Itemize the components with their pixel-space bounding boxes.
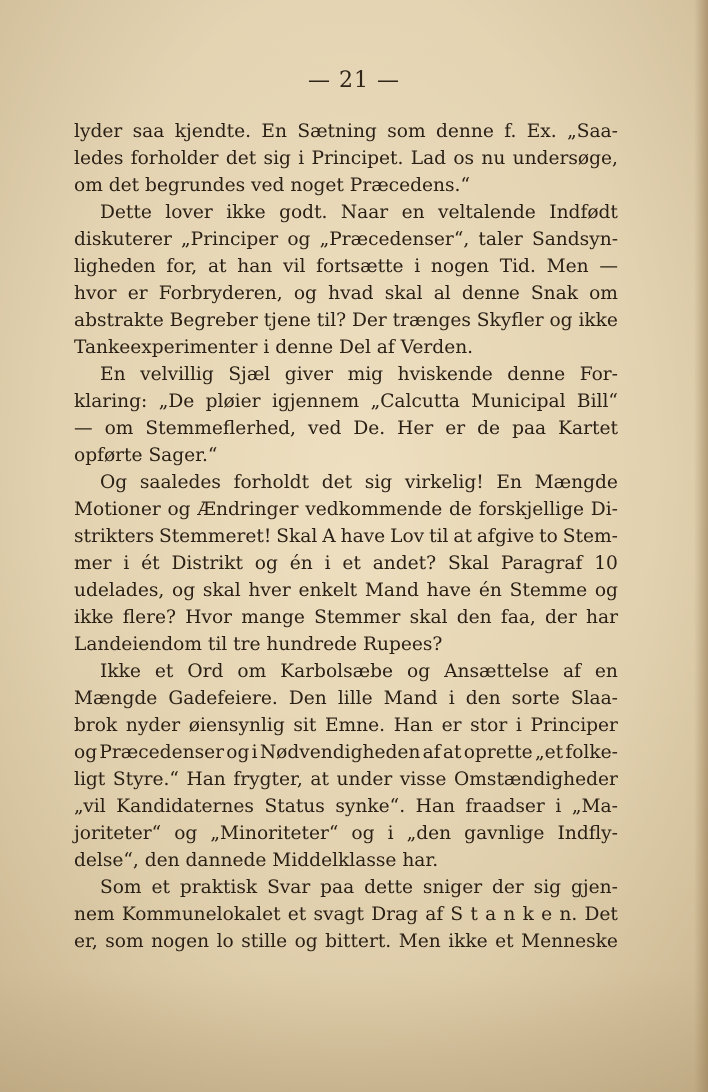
word: Gadefeiere. — [168, 688, 278, 709]
word: Mand — [364, 580, 419, 601]
word: „den — [406, 823, 452, 844]
word: et — [151, 877, 170, 898]
word: „vil — [74, 796, 106, 817]
word: Ændringer — [197, 499, 299, 520]
text-line — [74, 199, 618, 226]
word: Ord — [187, 661, 224, 682]
word: synke“. — [335, 796, 406, 817]
word: han — [237, 256, 273, 277]
word: i — [324, 553, 331, 574]
word: For- — [579, 364, 618, 385]
word: hviskende — [397, 364, 493, 385]
word: Skal — [276, 526, 318, 547]
word: og — [407, 661, 431, 682]
word: til? — [316, 310, 347, 331]
text-line — [74, 361, 618, 388]
word: ligt — [74, 769, 106, 790]
word: det — [225, 148, 257, 169]
word: lo — [216, 931, 234, 952]
word: for, — [166, 256, 198, 277]
word: og — [167, 499, 191, 520]
word: Skal — [447, 553, 490, 574]
word: afgive — [476, 526, 535, 547]
word: brok — [74, 715, 118, 736]
word: mer — [74, 553, 112, 574]
word: der — [545, 607, 577, 628]
word: denne — [507, 364, 566, 385]
word: om — [589, 283, 618, 304]
text-line: om det begrundes ved noget Præcedens.“ — [74, 175, 470, 196]
word: som — [387, 121, 426, 142]
word: fraadser — [465, 796, 545, 817]
body-text — [74, 118, 618, 955]
word: De. — [353, 418, 386, 439]
word: i — [123, 553, 130, 574]
word: Sandsyn- — [531, 229, 618, 250]
word: Stemmeret! — [158, 526, 272, 547]
word: Karbolsæbe — [280, 661, 394, 682]
word: paa — [512, 418, 547, 439]
word: Di- — [590, 499, 618, 520]
word: Der — [352, 310, 387, 331]
text-line — [74, 523, 618, 550]
word: skal — [202, 580, 241, 601]
word: frygter, — [233, 769, 303, 790]
text-line — [74, 712, 618, 739]
word: at — [442, 742, 462, 763]
word: et — [287, 904, 307, 925]
word: bittert. — [325, 931, 392, 952]
text-line — [74, 550, 618, 577]
word: at — [207, 256, 227, 277]
word: Han — [186, 769, 226, 790]
word: t — [470, 904, 478, 925]
word: om — [104, 418, 134, 439]
word: af — [422, 742, 441, 763]
word: Naar — [340, 202, 389, 223]
word: og — [172, 580, 196, 601]
word: lille — [337, 688, 373, 709]
word: S — [450, 904, 464, 925]
word: Svar — [267, 877, 311, 898]
page-edge-shadow — [694, 0, 708, 1092]
word: Slaa- — [570, 688, 618, 709]
word: og — [74, 742, 98, 763]
word: praktisk — [179, 877, 258, 898]
text-line — [74, 145, 618, 172]
word: Principer — [530, 715, 618, 736]
word: Den — [288, 688, 327, 709]
word: hver — [248, 580, 291, 601]
word: stille — [241, 931, 288, 952]
word: sorte — [511, 688, 560, 709]
word: Mængde — [534, 472, 618, 493]
word: flere? — [122, 607, 176, 628]
word: af — [425, 904, 444, 925]
word: gavnlige — [464, 823, 545, 844]
text-line — [74, 793, 618, 820]
word: Indfødt — [549, 202, 618, 223]
word: n. — [559, 904, 578, 925]
word: i — [387, 823, 394, 844]
word: A — [322, 526, 336, 547]
word: paa — [320, 877, 355, 898]
word: om — [237, 661, 267, 682]
word: og — [174, 823, 198, 844]
text-line — [74, 415, 618, 442]
word: abstrakte — [74, 310, 164, 331]
text-line: Tankeexperimenter i denne Del af Verden. — [74, 337, 474, 358]
word: en — [401, 202, 425, 223]
word: Det — [584, 904, 618, 925]
word: denne — [435, 121, 494, 142]
word: skal — [384, 283, 423, 304]
word: hvor — [74, 283, 117, 304]
word: i — [298, 148, 305, 169]
text-line: Landeiendom til tre hundrede Rupees? — [74, 634, 443, 655]
word: Ex. — [526, 121, 557, 142]
word: Tid. — [499, 256, 536, 277]
word: Principet. — [311, 148, 404, 169]
word: Drag — [371, 904, 419, 925]
word: er — [445, 418, 466, 439]
word: velvillig — [140, 364, 214, 385]
word: at — [310, 769, 329, 790]
text-line — [74, 739, 618, 766]
word: i — [555, 796, 562, 817]
word: os — [453, 148, 475, 169]
word: et — [342, 553, 361, 574]
word: Begreber — [169, 310, 258, 331]
text-line — [74, 820, 618, 847]
word: ét — [141, 553, 160, 574]
word: én — [289, 553, 313, 574]
word: enkelt — [298, 580, 358, 601]
word: pløier — [205, 391, 261, 412]
text-line — [74, 766, 618, 793]
word: sit — [293, 715, 317, 736]
word: Motioner — [74, 499, 161, 520]
word: vil — [283, 256, 306, 277]
text-line — [74, 658, 618, 685]
word: nem — [74, 904, 115, 925]
word: i — [448, 688, 455, 709]
word: Men — [546, 256, 589, 277]
word: tjene — [263, 310, 311, 331]
word: Bill“ — [576, 391, 618, 412]
word: En — [261, 121, 287, 142]
word: og — [294, 931, 318, 952]
word: „et — [534, 742, 564, 763]
word: lover — [165, 202, 213, 223]
word: og — [254, 553, 278, 574]
word: Stemmer — [314, 607, 401, 628]
word: sig — [364, 472, 393, 493]
word: 10 — [594, 553, 618, 574]
word: Stemmeflerhed, — [145, 418, 296, 439]
word: have — [426, 580, 472, 601]
word: dette — [364, 877, 413, 898]
word: hvad — [328, 283, 374, 304]
word: Hvor — [185, 607, 233, 628]
word: af — [562, 661, 581, 682]
word: igjennem — [271, 391, 360, 412]
text-line — [74, 874, 618, 901]
text-line — [74, 280, 618, 307]
word: saaledes — [139, 472, 221, 493]
word: Snak — [530, 283, 578, 304]
text-line — [74, 118, 618, 145]
word: Og — [100, 472, 128, 493]
page-number: — 21 — — [308, 68, 400, 93]
word: Stem- — [562, 526, 618, 547]
word: Paragraf — [500, 553, 583, 574]
word: under — [336, 769, 393, 790]
word: „Minoriteter“ — [210, 823, 339, 844]
text-line — [74, 253, 618, 280]
word: Som — [100, 877, 142, 898]
word: svagt — [313, 904, 364, 925]
word: en — [594, 661, 618, 682]
word: Ansættelse — [444, 661, 549, 682]
word: Lov — [390, 526, 425, 547]
text-line: opførte Sager.“ — [74, 445, 218, 466]
word: trænges — [392, 310, 471, 331]
word: Mængde — [74, 688, 158, 709]
word: Styre.“ — [112, 769, 179, 790]
word: Menneske — [521, 931, 618, 952]
text-line — [74, 307, 618, 334]
word: og — [287, 229, 311, 250]
word: ikke — [74, 607, 114, 628]
word: sig — [263, 148, 291, 169]
word: denne — [461, 283, 520, 304]
word: øiensynlig — [188, 715, 285, 736]
word: Præcedenser — [99, 742, 224, 763]
word: og — [549, 310, 573, 331]
text-line: delse“, den dannede Middelklasse har. — [74, 850, 439, 871]
word: i — [414, 256, 421, 277]
text-line — [74, 469, 618, 496]
word: nogen — [151, 931, 210, 952]
word: et — [154, 661, 174, 682]
word: de — [477, 418, 501, 439]
word: ledes — [74, 148, 124, 169]
word: taler — [478, 229, 523, 250]
word: og — [594, 580, 618, 601]
word: f. — [504, 121, 517, 142]
word: andet? — [372, 553, 437, 574]
word: den — [456, 607, 492, 628]
word: i — [515, 715, 522, 736]
word: og — [293, 283, 317, 304]
word: ikke — [226, 202, 266, 223]
word: nu — [481, 148, 506, 169]
word: undersøge, — [512, 148, 618, 169]
word: Nødvendigheden — [259, 742, 421, 763]
word: og — [351, 823, 375, 844]
word: k — [522, 904, 534, 925]
word: Forbryderen, — [158, 283, 283, 304]
word: mange — [241, 607, 305, 628]
word: fortsætte — [316, 256, 404, 277]
word: a — [485, 904, 497, 925]
word: — — [74, 418, 93, 439]
word: to — [539, 526, 558, 547]
word: veltalende — [437, 202, 536, 223]
word: nogen — [430, 256, 489, 277]
word: Mand — [383, 688, 438, 709]
word: Omstændigheder — [454, 769, 618, 790]
word: ikke — [448, 931, 488, 952]
word: faa, — [500, 607, 536, 628]
word: er — [441, 715, 462, 736]
word: Status — [264, 796, 325, 817]
text-line — [74, 928, 618, 955]
word: at — [453, 526, 472, 547]
word: i — [251, 742, 258, 763]
page-stain — [0, 972, 708, 1092]
word: kjendte. — [174, 121, 252, 142]
word: Han — [415, 796, 455, 817]
word: — — [599, 256, 618, 277]
word: En — [100, 364, 126, 385]
word: ved — [307, 418, 342, 439]
text-line — [74, 496, 618, 523]
word: oprette — [463, 742, 533, 763]
word: „Saa- — [567, 121, 618, 142]
word: er, — [74, 931, 98, 952]
word: vedkommende — [305, 499, 443, 520]
word: der — [491, 877, 524, 898]
word: Indfly- — [557, 823, 618, 844]
word: ligheden — [74, 256, 156, 277]
word: diskuterer — [74, 229, 172, 250]
word: til — [429, 526, 449, 547]
word: giver — [284, 364, 334, 385]
word: joriteter“ — [74, 823, 162, 844]
word: „Principer — [181, 229, 279, 250]
word: „Calcutta — [370, 391, 460, 412]
word: forholder — [130, 148, 219, 169]
text-line — [74, 901, 618, 928]
text-line — [74, 226, 618, 253]
word: Kommunelokalet — [121, 904, 281, 925]
word: stor — [470, 715, 508, 736]
word: ikke — [578, 310, 618, 331]
text-line — [74, 388, 618, 415]
word: Emne. — [324, 715, 386, 736]
word: Sjæl — [228, 364, 271, 385]
word: som — [105, 931, 144, 952]
word: e — [541, 904, 553, 925]
word: klaring: — [74, 391, 148, 412]
word: virkelig! — [404, 472, 484, 493]
word: „Præcedenser“, — [319, 229, 470, 250]
word: godt. — [279, 202, 328, 223]
word: forskjellige — [478, 499, 585, 520]
word: lyder — [74, 121, 123, 142]
word: saa — [132, 121, 165, 142]
word: have — [340, 526, 386, 547]
word: Distrikt — [171, 553, 243, 574]
word: er — [127, 283, 148, 304]
word: skal — [409, 607, 448, 628]
word: folke- — [565, 742, 618, 763]
word: den — [465, 688, 501, 709]
word: visse — [399, 769, 447, 790]
text-line — [74, 604, 618, 631]
word: én — [478, 580, 502, 601]
word: n — [503, 904, 516, 925]
word: gjen- — [570, 877, 618, 898]
word: sniger — [422, 877, 483, 898]
word: Dette — [100, 202, 152, 223]
word: Han — [393, 715, 433, 736]
text-line — [74, 685, 618, 712]
word: Kartet — [558, 418, 618, 439]
word: har — [586, 607, 618, 628]
word: „Ma- — [571, 796, 618, 817]
word: Stemme — [509, 580, 588, 601]
word: Men — [398, 931, 441, 952]
word: strikters — [74, 526, 155, 547]
word: Municipal — [471, 391, 566, 412]
word: udelades, — [74, 580, 165, 601]
word: Skyfler — [476, 310, 544, 331]
text-line — [74, 577, 618, 604]
word: et — [495, 931, 514, 952]
word: Kandidaternes — [116, 796, 254, 817]
word: „De — [158, 391, 195, 412]
word: Ikke — [100, 661, 141, 682]
word: nyder — [125, 715, 181, 736]
word: forholdt — [233, 472, 310, 493]
word: al — [433, 283, 451, 304]
word: mig — [347, 364, 384, 385]
word: Her — [397, 418, 434, 439]
word: En — [496, 472, 522, 493]
word: sig — [533, 877, 562, 898]
word: og — [226, 742, 250, 763]
word: det — [321, 472, 353, 493]
word: Sætning — [297, 121, 377, 142]
word: de — [449, 499, 472, 520]
word: Lad — [410, 148, 447, 169]
